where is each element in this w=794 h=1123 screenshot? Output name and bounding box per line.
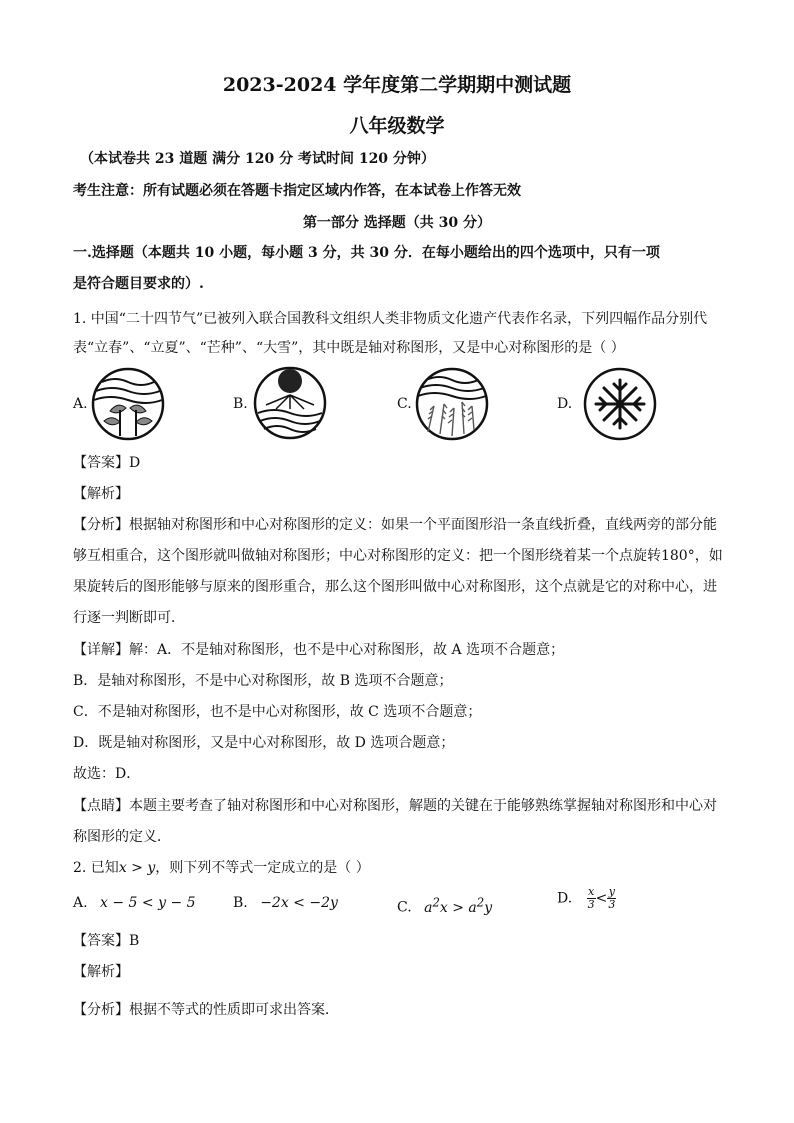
exam-notice: 考生注意：所有试题必须在答题卡指定区域内作答，在本试卷上作答无效: [73, 183, 521, 199]
q1-detail-line2: B．是轴对称图形，不是中心对称图形，故 B 选项不合题意；: [73, 673, 453, 689]
q1-stem-line2: 表“立春”、“立夏”、“芒种”、“大雪”，其中既是轴对称图形，又是中心对称图形的是（ ）: [73, 340, 625, 356]
snowflake-icon: [582, 366, 658, 442]
q1-detail-line1: 【详解】解：A．不是轴对称图形，也不是中心对称图形，故 A 选项不合题意；: [73, 642, 565, 658]
q1-detail-line3: C．不是轴对称图形，也不是中心对称图形，故 C 选项不合题意；: [73, 704, 482, 720]
q1-stem-line1: 1. 中国“二十四节气”已被列入联合国教科文组织人类非物质文化遗产代表作名录，下列四幅作品分别代: [73, 311, 708, 327]
q2-analysis: 【分析】根据不等式的性质即可求出答案．: [73, 1002, 339, 1018]
q1-analysis-line3: 果旋转后的图形能够与原来的图形重合，那么这个图形叫做中心对称图形，这个点就是它的对称中心，进: [73, 579, 717, 595]
q2-option-d-num2: y: [608, 885, 615, 898]
q2-option-d-label: D.: [557, 890, 573, 907]
grain-in-ear-artwork: [414, 366, 490, 442]
q2-option-c-sup2: 2: [476, 895, 485, 909]
section-heading-line1: 一.选择题（本题共 10 小题，每小题 3 分，共 30 分．在每小题给出的四个选项中，只有一项: [73, 245, 660, 261]
q2-stem-prefix: 2. 已知: [73, 860, 119, 876]
q1-analysis-tag: 【解析】: [73, 486, 129, 502]
q2-option-a-label: A.: [73, 895, 88, 911]
q2-option-d-frac1: [587, 886, 596, 911]
q2-option-d-den1: 3: [587, 898, 595, 911]
q2-option-c-expr: [424, 895, 493, 916]
q1-comment-line2: 称图形的定义．: [73, 829, 171, 845]
q2-condition: x > y: [118, 860, 156, 876]
q1-option-b-label: B.: [233, 396, 248, 412]
q2-option-b: [233, 895, 338, 911]
summer-begins-artwork: [252, 365, 328, 441]
spring-begins-artwork: [90, 366, 166, 442]
q2-option-c-end: y: [484, 899, 493, 916]
q1-analysis-line4: 行逐一判断即可．: [73, 610, 185, 626]
q2-option-d-op: <: [595, 890, 608, 907]
q1-detail-line5: 故选：D．: [73, 766, 141, 782]
q1-analysis-line2: 够互相重合，这个图形就叫做轴对称图形；中心对称图形的定义：把一个图形绕着某一个点旋转180°，如: [73, 548, 723, 564]
exam-title: 2023-2024 学年度第二学期期中测试题: [222, 74, 572, 96]
q1-detail-line4: D．既是轴对称图形，又是中心对称图形，故 D 选项合题意；: [73, 735, 455, 751]
part-title: 第一部分 选择题（共 30 分）: [302, 215, 492, 231]
q1-option-b-image: [252, 365, 328, 445]
q2-option-c-label: C.: [397, 899, 412, 916]
q2-option-c-a1: a: [424, 899, 433, 916]
q2-stem: [73, 858, 723, 878]
q2-option-b-expr: −2x < −2y: [260, 895, 338, 911]
q2-option-c-sup1: 2: [432, 895, 440, 909]
q2-option-c-mid: x > a: [439, 899, 477, 916]
q2-option-d-num1: x: [588, 885, 595, 898]
q2-stem-suffix: ，则下列不等式一定成立的是（ ）: [155, 860, 370, 876]
q1-option-a-image: [90, 366, 166, 446]
q1-answer: 【答案】D: [73, 455, 141, 471]
q2-option-a: [73, 895, 196, 911]
q2-option-b-label: B.: [233, 895, 248, 911]
q1-option-c-label: C.: [397, 396, 412, 412]
q2-analysis-tag: 【解析】: [73, 964, 129, 980]
q2-option-a-expr: x − 5 < y − 5: [100, 895, 196, 911]
q1-option-d-label: D.: [557, 396, 573, 412]
section-heading-line2: 是符合题目要求的）.: [73, 276, 204, 292]
q2-option-d-frac2: [607, 886, 616, 911]
q2-option-d-den2: 3: [608, 898, 616, 911]
q1-option-a-label: A.: [73, 396, 88, 412]
q2-option-d: [557, 886, 616, 911]
q2-answer: 【答案】B: [73, 933, 140, 949]
q1-option-d-image: [582, 366, 658, 446]
exam-subtitle: 八年级数学: [349, 115, 445, 137]
q1-comment-line1: 【点睛】本题主要考查了轴对称图形和中心对称图形，解题的关键在于能够熟练掌握轴对称图形和中心对: [73, 798, 717, 814]
q2-option-c: [397, 895, 492, 916]
exam-info: （本试卷共 23 道题 满分 120 分 考试时间 120 分钟）: [80, 151, 435, 167]
q1-option-c-image: [414, 366, 490, 446]
q1-analysis-line1: 【分析】根据轴对称图形和中心对称图形的定义：如果一个平面图形沿一条直线折叠，直线两旁的部分能: [73, 517, 717, 533]
